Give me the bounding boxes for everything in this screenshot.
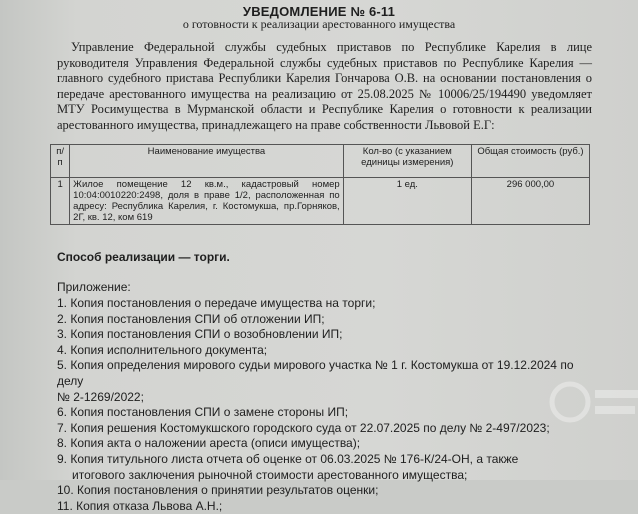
list-item: 9. Копия титульного листа отчета об оценке от 06.03.2025 № 176-К/24-ОН, а также итогового заключения рыночной стоимости арестованного имущества; — [57, 451, 519, 482]
list-item: 1. Копия постановления о передаче имущества на торги; — [57, 296, 376, 310]
list-item: 10. Копия постановления о принятии результатов оценки; — [57, 483, 379, 498]
document-title: УВЕДОМЛЕНИЕ № 6-11 — [242, 4, 396, 19]
list-item: 2. Копия постановления СПИ об отложении ИП; — [57, 311, 325, 326]
intro-paragraph — [57, 40, 592, 133]
property-table — [50, 144, 590, 225]
list-item: 11. Копия отказа Львова А.Н.; — [57, 498, 223, 513]
annex-title: Приложение: — [57, 280, 131, 294]
intro-text: Управление Федеральной службы судебных приставов по Республике Карелия в лице руководителя Управления Федеральной службы судебных приставов по Республике Карелия — главного судебного пристава Республики Карелия Гончарова О.В. на основании постановления о передаче арестованного имущества на реализацию от 25.08.2025 № 10006/25/194490 уведомляет МТУ Росимущества в Мурманской области и Республике Карелия о готовности к реализации арестованного имущества, принадлежащего на праве собственности Львовой Е.Г: — [57, 40, 592, 132]
sale-method: Способ реализации — торги. — [57, 250, 230, 264]
row-cost: 296 000,00 — [471, 178, 589, 225]
list-item: 4. Копия исполнительного документа; — [57, 342, 268, 357]
header-cost: Общая стоимость (руб.) — [471, 145, 589, 178]
header-qty: Кол-во (с указанием единицы измерения) — [343, 145, 471, 178]
watermark-logo — [540, 372, 638, 432]
header-name: Наименование имущества — [70, 145, 344, 178]
row-name: Жилое помещение 12 кв.м., кадастровый номер 10:04:0010220:2498, доля в праве 1/2, расположенная по адресу: Республика Карелия, г. Костомукша, пр.Горняков, 2Г, кв. 12, ком 619 — [70, 178, 344, 225]
list-item: 6. Копия постановления СПИ о замене стороны ИП; — [57, 405, 349, 420]
list-item: 5. Копия определения мирового судьи мирового участка № 1 г. Костомукша от 19.12.2024 по делу № 2-1269/2022; — [57, 358, 574, 404]
document-subtitle: о готовности к реализации арестованного имущества — [182, 17, 456, 31]
list-item: 3. Копия постановления СПИ о возобновлении ИП; — [57, 327, 343, 342]
annex-list — [57, 296, 597, 514]
header-num: п/п — [51, 145, 70, 178]
list-item: 8. Копия акта о наложении ареста (описи имущества); — [57, 436, 361, 451]
row-num: 1 — [51, 178, 70, 225]
table-row — [51, 178, 590, 225]
table-header-row — [51, 145, 590, 178]
row-qty: 1 ед. — [343, 178, 471, 225]
list-item: 7. Копия решения Костомукшского городского суда от 22.07.2025 по делу № 2-497/2023; — [57, 420, 550, 435]
